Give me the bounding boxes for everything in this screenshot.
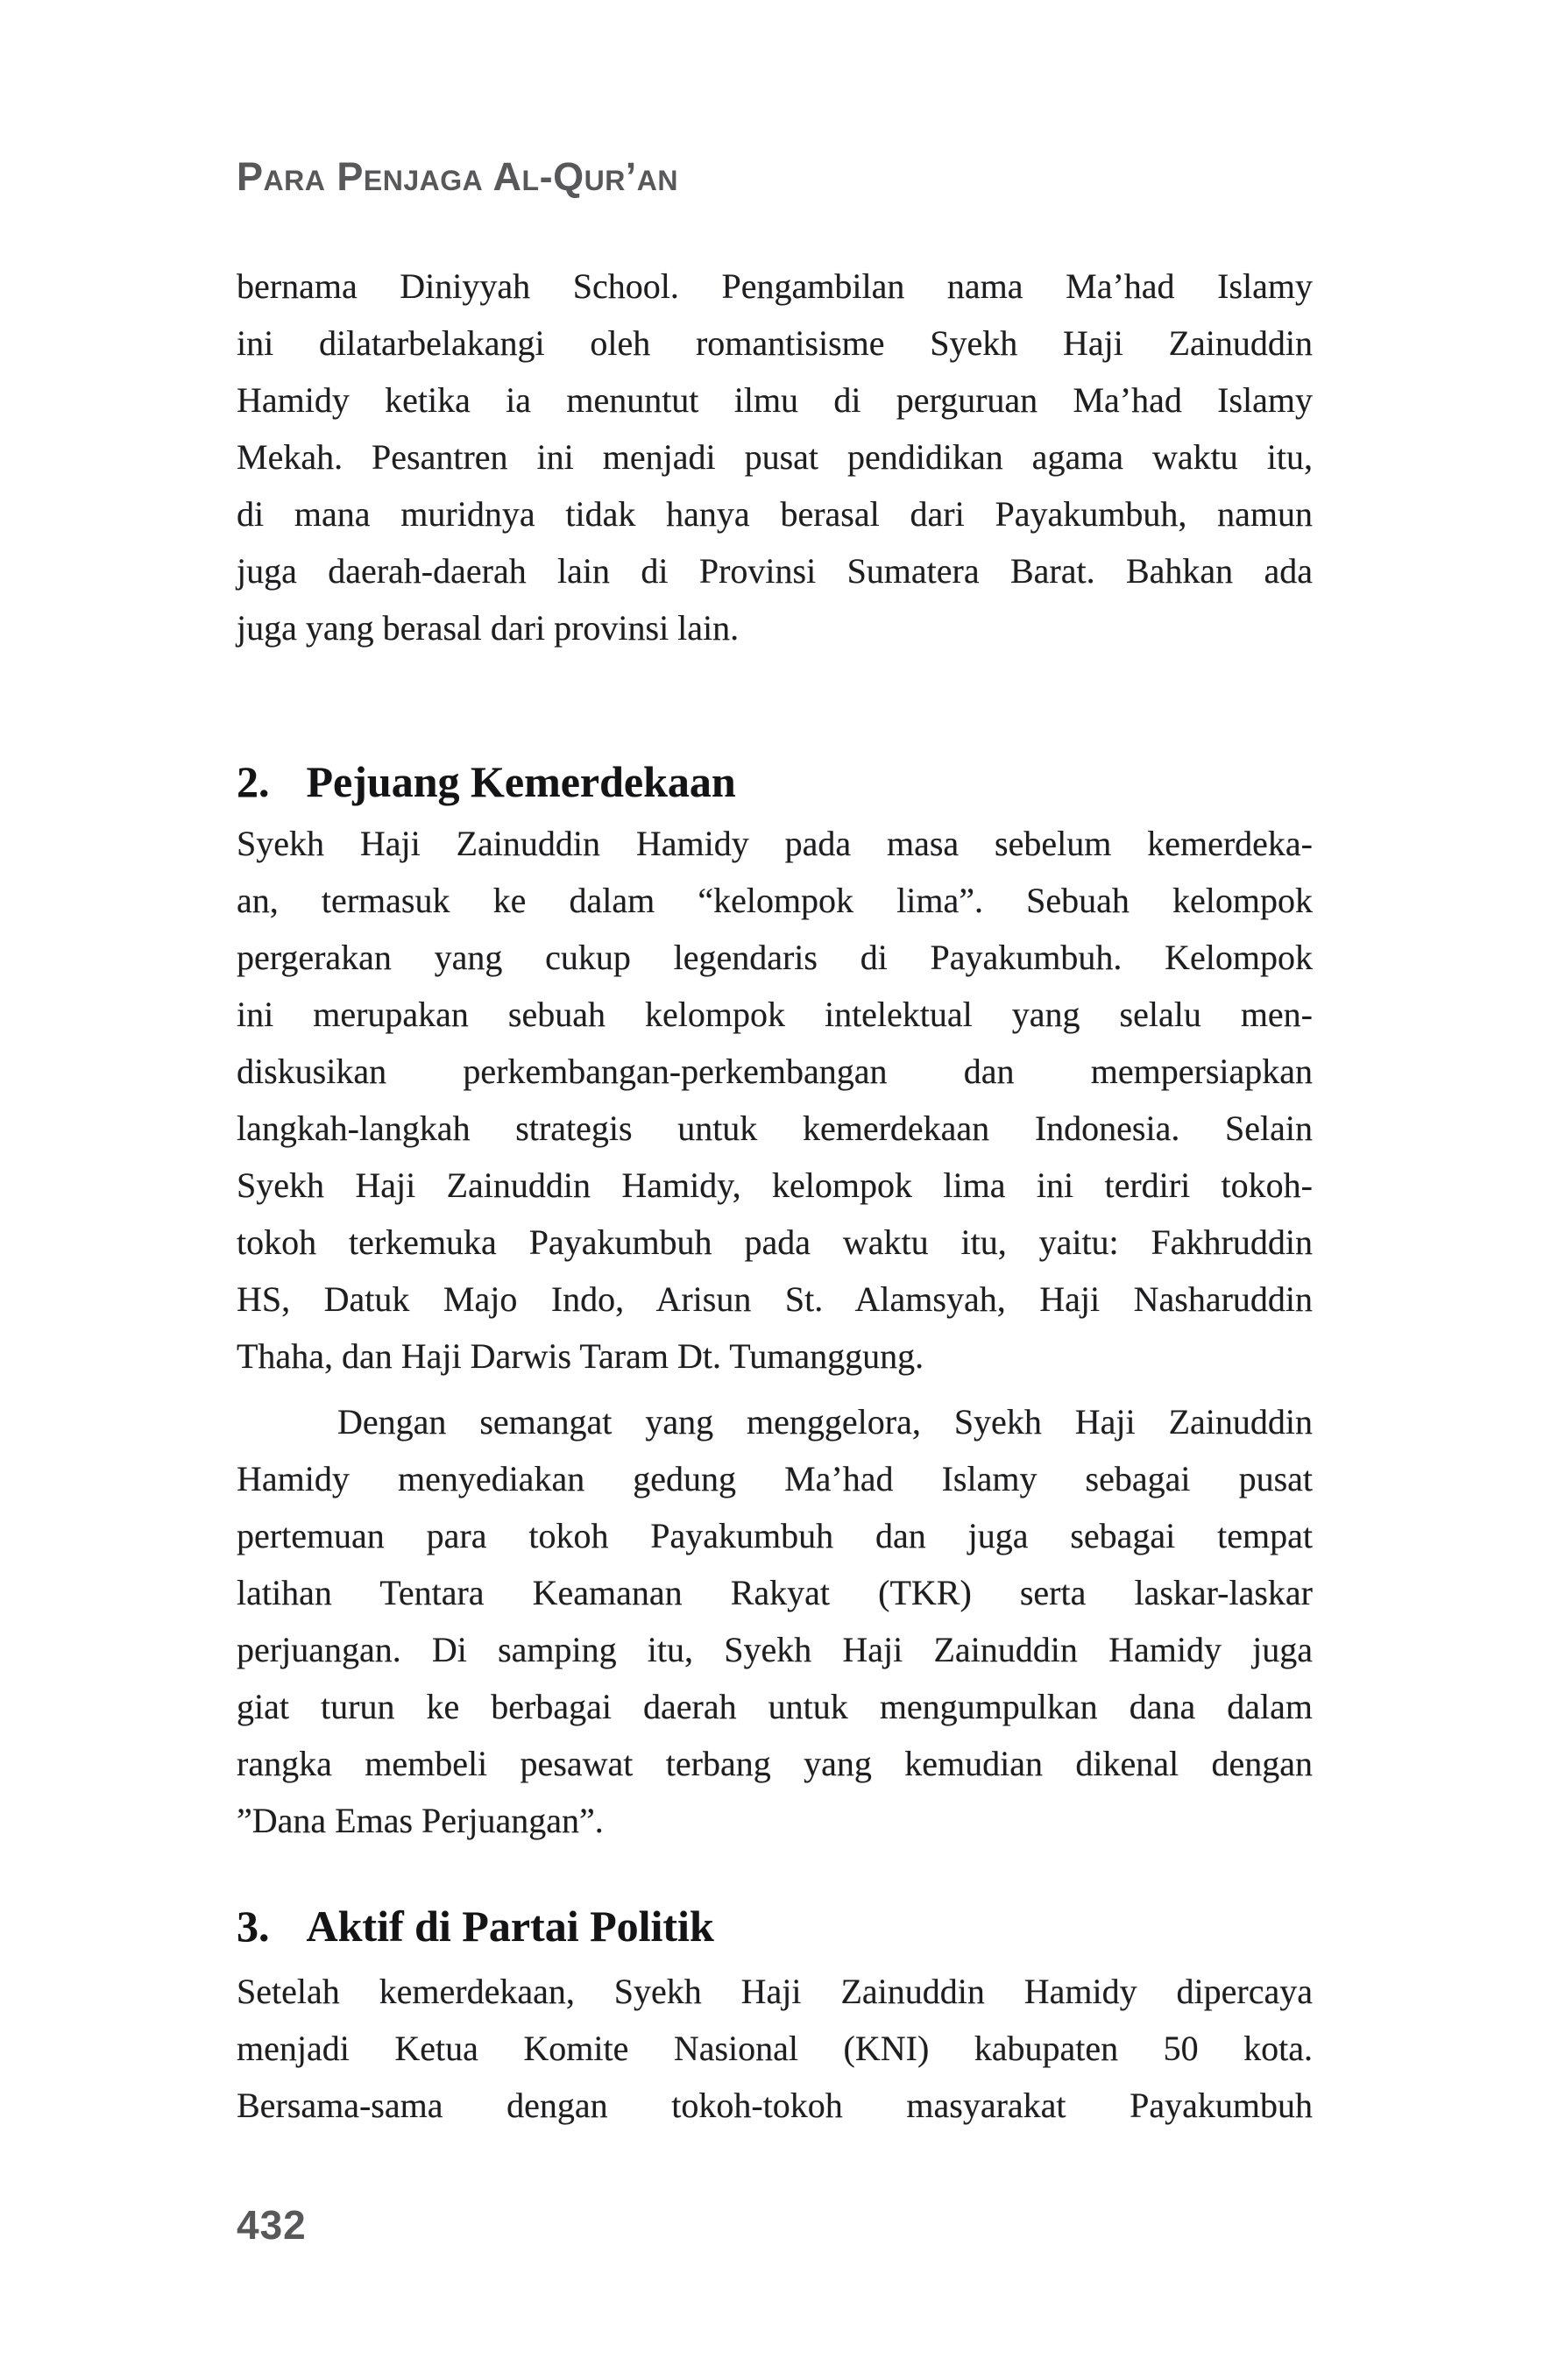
text-line: diskusikan perkembangan-perkembangan dan mempersiapkan	[237, 1052, 1313, 1091]
paragraph-1	[237, 258, 1313, 656]
section-title: Pejuang Kemerdekaan	[306, 757, 736, 806]
text-line: Thaha, dan Haji Darwis Taram Dt. Tumanggung.	[237, 1336, 924, 1376]
text-line: Dengan semangat yang menggelora, Syekh Haji Zainuddin	[337, 1402, 1313, 1441]
section-number: 2.	[237, 757, 270, 806]
text-line: pertemuan para tokoh Payakumbuh dan juga sebagai tempat	[237, 1516, 1313, 1555]
text-line: rangka membeli pesawat terbang yang kemudian dikenal dengan	[237, 1744, 1313, 1783]
text-line: Hamidy ketika ia menuntut ilmu di perguruan Ma’had Islamy	[237, 380, 1313, 420]
text-line: ”Dana Emas Perjuangan”.	[237, 1801, 604, 1840]
text-line: perjuangan. Di samping itu, Syekh Haji Zainuddin Hamidy juga	[237, 1630, 1313, 1669]
paragraph-3	[237, 1393, 1313, 1849]
section-heading-2	[237, 755, 1313, 808]
text-line: HS, Datuk Majo Indo, Arisun St. Alamsyah, Haji Nasharuddin	[237, 1279, 1313, 1319]
text-line: Bersama-sama dengan tokoh-tokoh masyarakat Payakumbuh	[237, 2086, 1313, 2125]
text-line: ini dilatarbelakangi oleh romantisisme Syekh Haji Zainuddin	[237, 323, 1313, 363]
text-line: Syekh Haji Zainuddin Hamidy pada masa sebelum kemerdeka-	[237, 824, 1313, 863]
text-line: latihan Tentara Keamanan Rakyat (TKR) serta laskar-laskar	[237, 1573, 1313, 1612]
running-header: Para Penjaga Al-Qur’an	[237, 154, 679, 199]
page-number: 432	[237, 2202, 307, 2248]
text-line: juga daerah-daerah lain di Provinsi Sumatera Barat. Bahkan ada	[237, 551, 1313, 591]
paragraph-4	[237, 1963, 1313, 2134]
text-line: pergerakan yang cukup legendaris di Payakumbuh. Kelompok	[237, 938, 1313, 977]
text-line: ini merupakan sebuah kelompok intelektual yang selalu men-	[237, 995, 1313, 1034]
text-line: giat turun ke berbagai daerah untuk mengumpulkan dana dalam	[237, 1687, 1313, 1726]
text-line: Setelah kemerdekaan, Syekh Haji Zainuddin Hamidy dipercaya	[237, 1972, 1313, 2011]
section-heading-3	[237, 1900, 1313, 1952]
paragraph-2	[237, 815, 1313, 1385]
text-line: menjadi Ketua Komite Nasional (KNI) kabupaten 50 kota.	[237, 2029, 1313, 2068]
text-line: tokoh terkemuka Payakumbuh pada waktu itu, yaitu: Fakhruddin	[237, 1222, 1313, 1262]
section-number: 3.	[237, 1902, 270, 1951]
text-line: an, termasuk ke dalam “kelompok lima”. Sebuah kelompok	[237, 881, 1313, 920]
text-line: Mekah. Pesantren ini menjadi pusat pendidikan agama waktu itu,	[237, 437, 1313, 477]
text-line: bernama Diniyyah School. Pengambilan nama Ma’had Islamy	[237, 266, 1313, 306]
text-line: juga yang berasal dari provinsi lain.	[237, 608, 740, 648]
text-line: langkah-langkah strategis untuk kemerdekaan Indonesia. Selain	[237, 1109, 1313, 1148]
text-line: Hamidy menyediakan gedung Ma’had Islamy sebagai pusat	[237, 1459, 1313, 1498]
text-line: Syekh Haji Zainuddin Hamidy, kelompok lima ini terdiri tokoh-	[237, 1165, 1313, 1205]
section-title: Aktif di Partai Politik	[306, 1902, 714, 1951]
text-line: di mana muridnya tidak hanya berasal dari Payakumbuh, namun	[237, 494, 1313, 534]
